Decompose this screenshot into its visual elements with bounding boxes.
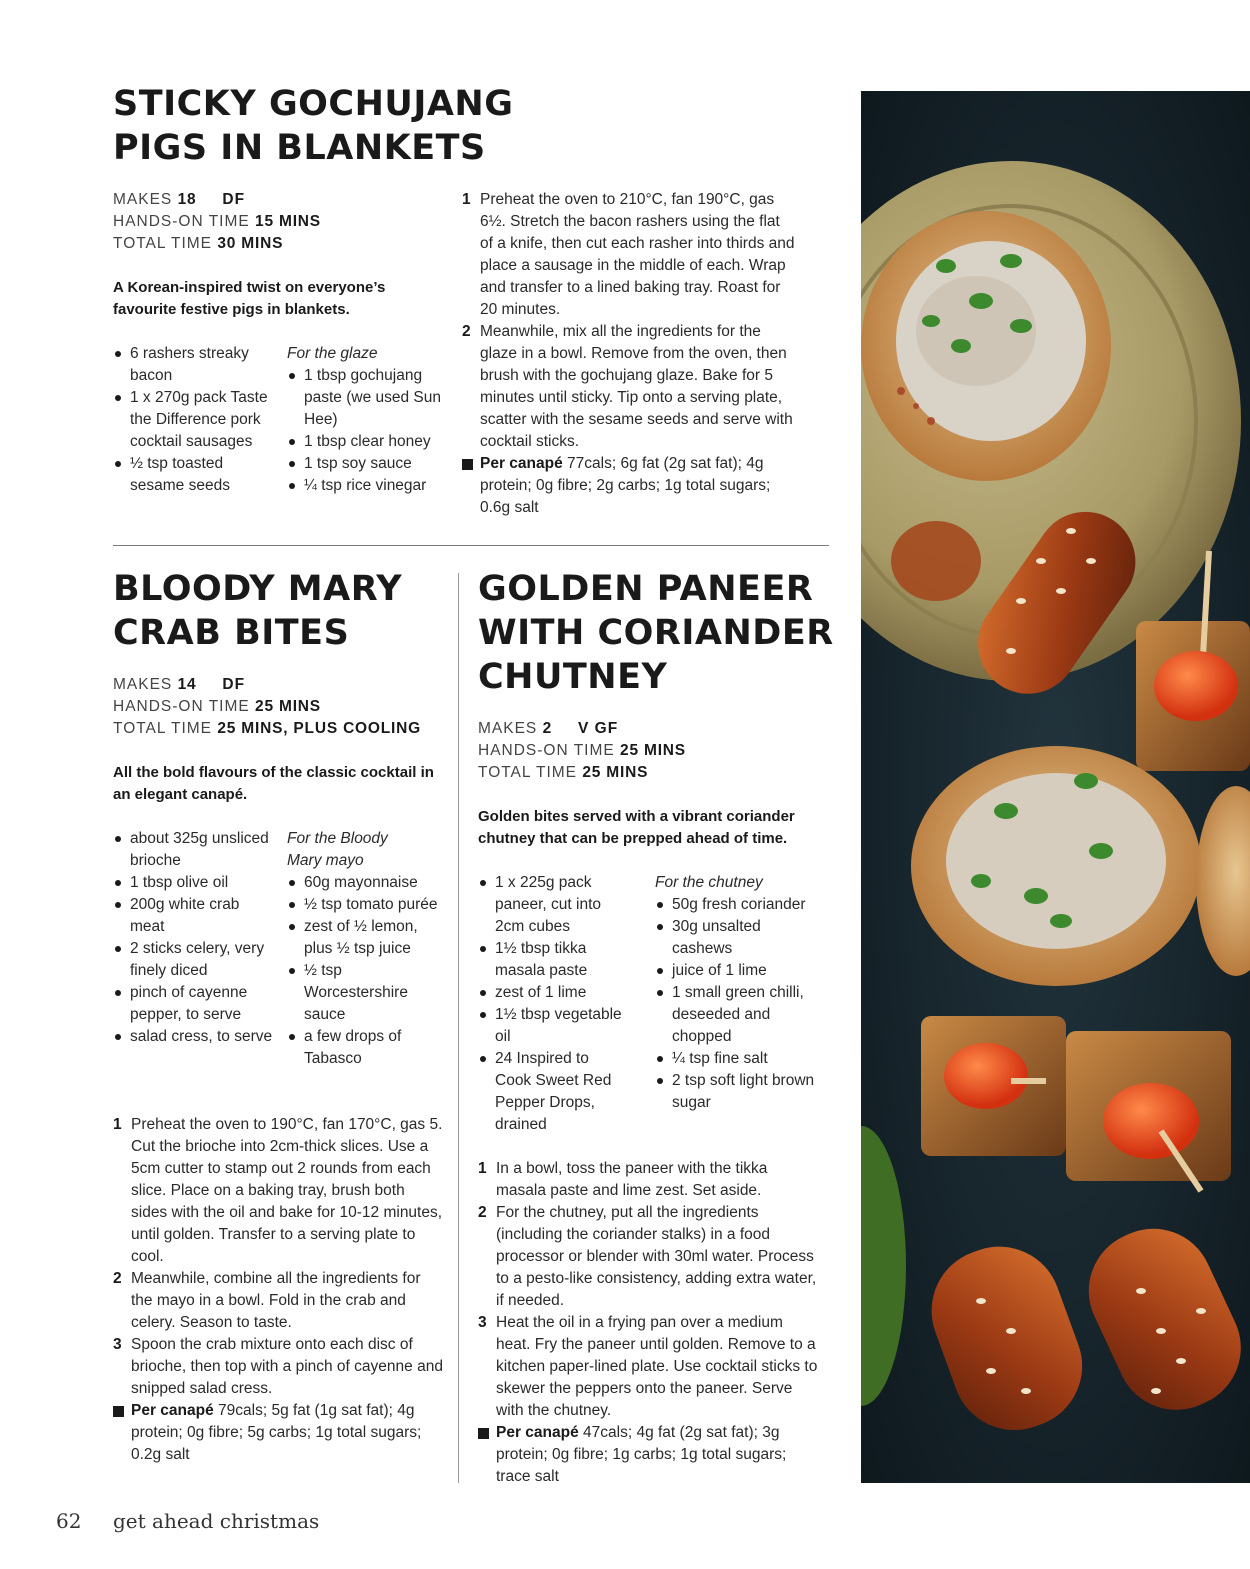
recipe1-ingredients	[113, 343, 273, 497]
total-time-label: TOTAL TIME	[113, 235, 212, 252]
page-number: 62	[56, 1509, 82, 1533]
list-item: 1 tbsp olive oil	[113, 872, 273, 894]
glaze-heading: For the glaze	[287, 345, 378, 362]
list-item: 1 x 270g pack Taste the Difference pork cocktail sausages	[113, 387, 273, 453]
list-item: 2 tsp soft light brown sugar	[655, 1070, 820, 1114]
list-item: about 325g unsliced brioche	[113, 828, 273, 872]
list-item: 1 tbsp gochujang paste (we used Sun Hee)	[287, 365, 452, 431]
makes-value: 18	[177, 191, 197, 208]
list-item: ½ tsp Worcestershire sauce	[287, 960, 447, 1026]
recipe1-method	[462, 189, 797, 519]
list-item: 1 tsp soy sauce	[287, 453, 452, 475]
food-photo-illustration	[861, 91, 1250, 1483]
recipe3-title-line2: WITH CORIANDER	[478, 613, 834, 653]
list-item: ½ tsp toasted sesame seeds	[113, 453, 273, 497]
list-item: 1 tbsp clear honey	[287, 431, 452, 453]
column-divider	[458, 573, 459, 1483]
list-item: 1 x 225g pack paneer, cut into 2cm cubes	[478, 872, 628, 938]
list-item: 2 sticks celery, very finely diced	[113, 938, 273, 982]
recipe2-nutrition: Per canapé 79cals; 5g fat (1g sat fat); 4g protein; 0g fibre; 5g carbs; 1g total sugars; 0.2g salt	[113, 1400, 443, 1466]
recipe3-nutrition: Per canapé 47cals; 4g fat (2g sat fat); 3g protein; 0g fibre; 1g carbs; 1g total sugars; trace salt	[478, 1422, 818, 1488]
recipe3-title-line1: GOLDEN PANEER	[478, 569, 814, 609]
recipe1-title-line2: PIGS IN BLANKETS	[113, 128, 486, 168]
diet-tags: DF	[222, 191, 246, 208]
hands-on-label: HANDS-ON TIME	[113, 213, 250, 230]
recipe1-title-line1: STICKY GOCHUJANG	[113, 84, 514, 124]
list-item: 1½ tbsp vegetable oil	[478, 1004, 628, 1048]
recipe2-meta	[113, 674, 453, 740]
total-time-value: 30 MINS	[217, 235, 284, 252]
makes-value: 14	[177, 676, 197, 693]
recipe3-ingredients	[478, 872, 628, 1136]
recipe3-intro: Golden bites served with a vibrant coriander chutney that can be prepped ahead of time.	[478, 808, 795, 847]
recipe2-ingredients	[113, 828, 273, 1048]
recipe3-title	[478, 567, 834, 699]
method-step: 3 Spoon the crab mixture onto each disc of brioche, then top with a pinch of cayenne and snipped salad cress.	[113, 1336, 443, 1397]
list-item: 1½ tbsp tikka masala paste	[478, 938, 628, 982]
makes-label: MAKES	[113, 191, 173, 208]
chutney-heading: For the chutney	[655, 874, 763, 891]
list-item: ¼ tsp rice vinegar	[287, 475, 452, 497]
method-step: 2 For the chutney, put all the ingredients (including the coriander stalks) in a food processor or blender with 30ml water. Process to a pesto-like consistency, adding extra water, if needed.	[478, 1204, 817, 1309]
recipe1-meta	[113, 189, 443, 255]
makes-value: 2	[542, 720, 552, 737]
diet-tags: DF	[222, 676, 246, 693]
list-item: juice of 1 lime	[655, 960, 820, 982]
list-item: a few drops of Tabasco	[287, 1026, 447, 1070]
list-item: 1 small green chilli, deseeded and chopped	[655, 982, 820, 1048]
recipe2-intro: All the bold flavours of the classic cocktail in an elegant canapé.	[113, 764, 434, 803]
list-item: ½ tsp tomato purée	[287, 894, 447, 916]
list-item: ¼ tsp fine salt	[655, 1048, 820, 1070]
recipe1-title	[113, 82, 513, 170]
recipe3-title-line3: CHUTNEY	[478, 657, 668, 697]
recipe2-method	[113, 1114, 443, 1466]
list-item: 6 rashers streaky bacon	[113, 343, 273, 387]
recipe2-title-line1: BLOODY MARY	[113, 569, 403, 609]
recipe2-title	[113, 567, 402, 655]
total-time-value: 25 MINS	[582, 764, 649, 781]
makes-label: MAKES	[478, 720, 538, 737]
mayo-heading: For the Bloody Mary mayo	[287, 830, 388, 869]
list-item: pinch of cayenne pepper, to serve	[113, 982, 273, 1026]
total-time-label: TOTAL TIME	[478, 764, 577, 781]
recipe3-method	[478, 1158, 818, 1488]
recipe3-meta	[478, 718, 818, 784]
list-item: zest of 1 lime	[478, 982, 628, 1004]
method-step: 2 Meanwhile, mix all the ingredients for the glaze in a bowl. Remove from the oven, then brush with the gochujang glaze. Bake for 5 minutes until sticky. Tip onto a serving plate, scatter with the sesame seeds and serve with cocktail sticks.	[462, 323, 793, 450]
list-item: 30g unsalted cashews	[655, 916, 820, 960]
method-step: 1 Preheat the oven to 190°C, fan 170°C, gas 5. Cut the brioche into 2cm-thick slices. Use a 5cm cutter to stamp out 2 rounds from each slice. Place on a baking tray, brush both sides with the oil and bake for 10-12 minutes, until golden. Transfer to a serving plate to cool.	[113, 1116, 443, 1265]
list-item: zest of ½ lemon, plus ½ tsp juice	[287, 916, 447, 960]
recipe1-intro: A Korean-inspired twist on everyone’s favourite festive pigs in blankets.	[113, 279, 386, 318]
method-step: 1 Preheat the oven to 210°C, fan 190°C, gas 6½. Stretch the bacon rashers using the flat of a knife, then cut each rasher into thirds and place a sausage in the middle of each. Wrap and transfer to a lined baking tray. Roast for 20 minutes.	[462, 191, 795, 318]
list-item: 60g mayonnaise	[287, 872, 447, 894]
hands-on-value: 25 MINS	[620, 742, 686, 759]
section-title: get ahead christmas	[113, 1509, 320, 1533]
makes-label: MAKES	[113, 676, 173, 693]
method-step: 1 In a bowl, toss the paneer with the tikka masala paste and lime zest. Set aside.	[478, 1160, 768, 1199]
total-time-label: TOTAL TIME	[113, 720, 212, 737]
hands-on-label: HANDS-ON TIME	[478, 742, 615, 759]
recipe3-chutney	[655, 872, 820, 1114]
list-item: salad cress, to serve	[113, 1026, 273, 1048]
total-time-value: 25 MINS, PLUS COOLING	[217, 720, 421, 737]
section-divider	[113, 545, 829, 546]
method-step: 2 Meanwhile, combine all the ingredients for the mayo in a bowl. Fold in the crab and celery. Season to taste.	[113, 1270, 421, 1331]
recipe1-nutrition: Per canapé 77cals; 6g fat (2g sat fat); 4g protein; 0g fibre; 2g carbs; 1g total sugars; 0.6g salt	[462, 453, 797, 519]
food-photo	[861, 91, 1250, 1483]
recipe2-mayo	[287, 828, 447, 1070]
method-step: 3 Heat the oil in a frying pan over a medium heat. Fry the paneer until golden. Remove to a kitchen paper-lined plate. Use cocktail sticks to skewer the peppers onto the paneer. Serve with the chutney.	[478, 1314, 818, 1419]
recipe2-title-line2: CRAB BITES	[113, 613, 350, 653]
list-item: 200g white crab meat	[113, 894, 273, 938]
list-item: 50g fresh coriander	[655, 894, 820, 916]
diet-tags: V GF	[578, 720, 619, 737]
hands-on-value: 25 MINS	[255, 698, 321, 715]
recipe1-glaze	[287, 343, 452, 497]
hands-on-value: 15 MINS	[255, 213, 321, 230]
hands-on-label: HANDS-ON TIME	[113, 698, 250, 715]
list-item: 24 Inspired to Cook Sweet Red Pepper Drops, drained	[478, 1048, 628, 1136]
